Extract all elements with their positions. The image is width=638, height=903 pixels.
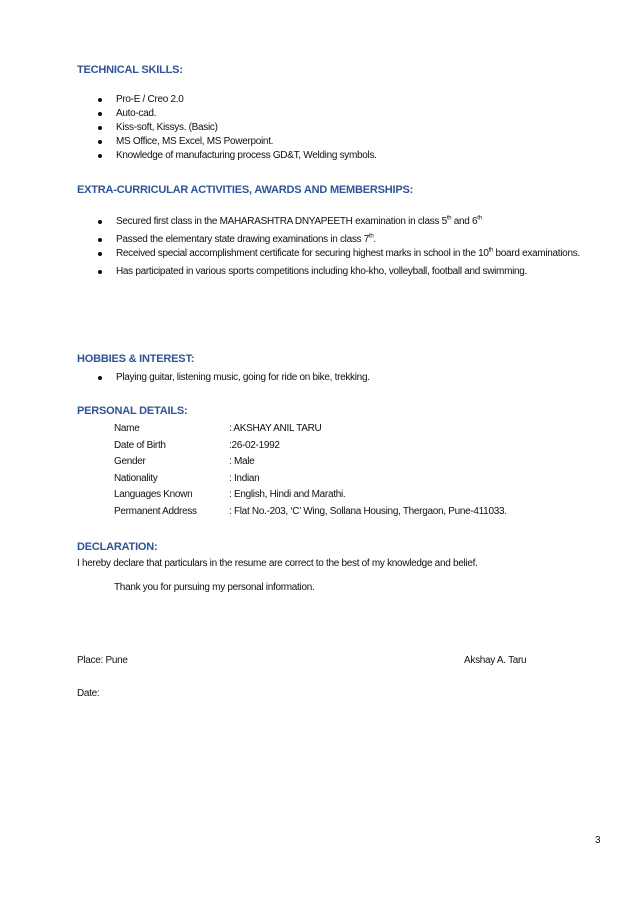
list-item: Has participated in various sports competitions including kho-kho, volleyball, football and swimming. [0,265,604,280]
declaration-text: I hereby declare that particulars in the resume are correct to the best of my knowledge and belief. [77,558,478,569]
row-label: Date of Birth [114,439,166,451]
row-label: Gender [114,456,146,468]
list-item-text: Received special accomplishment certificate for securing highest marks in school in the 10 [116,248,489,259]
personal-details-heading: PERSONAL DETAILS: [77,405,188,417]
list-item-text: and 6 [451,216,478,227]
row-label: Nationality [114,472,158,484]
page-number: 3 [595,835,601,846]
row-value: :26-02-1992 [229,439,280,451]
list-item: MS Office, MS Excel, MS Powerpoint. [0,135,604,149]
table-row [114,456,507,473]
list-item: Knowledge of manufacturing process GD&T, Welding symbols. [0,149,604,163]
row-value: : AKSHAY ANIL TARU [229,423,322,434]
list-item-text: Secured first class in the MAHARASHTRA DNYAPEETH examination in class 5 [116,216,447,227]
row-label: Permanent Address [114,505,197,517]
extra-curricular-list [0,215,604,279]
list-item: Kiss-soft, Kissys. (Basic) [0,121,604,135]
list-item [0,233,604,248]
list-item-text: Passed the elementary state drawing examinations in class 7 [116,233,369,245]
technical-skills-heading: TECHNICAL SKILLS: [77,64,183,76]
table-row [114,473,507,490]
table-row [114,506,507,523]
date-text: Date: [77,688,100,699]
superscript: th [477,215,482,222]
row-value: : Indian [229,472,260,484]
row-value: : Flat No.-203, ‘C’ Wing, Sollana Housing, Thergaon, Pune-411033. [229,505,507,517]
hobbies-list [0,371,604,385]
superscript: th [488,247,494,254]
personal-details-table [114,423,507,523]
list-item: Pro-E / Creo 2.0 [0,93,604,107]
signature-name: Akshay A. Taru [464,655,527,666]
table-row [114,489,507,506]
place-text: Place: Pune [77,655,128,666]
list-item: Auto-cad. [0,107,604,121]
table-row [114,423,507,440]
list-item-text: . [373,233,376,245]
list-item [0,215,604,230]
hobbies-heading: HOBBIES & INTEREST: [77,353,195,365]
technical-skills-list [0,93,604,163]
row-value: : Male [229,456,255,468]
extra-curricular-heading: EXTRA-CURRICULAR ACTIVITIES, AWARDS AND MEMBERSHIPS: [77,184,414,196]
list-item-text: board examinations. [493,248,580,259]
row-label: Languages Known [114,489,193,501]
list-item: Playing guitar, listening music, going for ride on bike, trekking. [0,371,604,385]
thanks-text: Thank you for pursuing my personal information. [114,582,315,593]
list-item [0,247,604,262]
superscript: th [446,215,452,222]
row-label: Name [114,423,140,434]
row-value: : English, Hindi and Marathi. [229,489,346,501]
declaration-heading: DECLARATION: [77,541,158,553]
superscript: th [369,233,374,240]
table-row [114,440,507,457]
